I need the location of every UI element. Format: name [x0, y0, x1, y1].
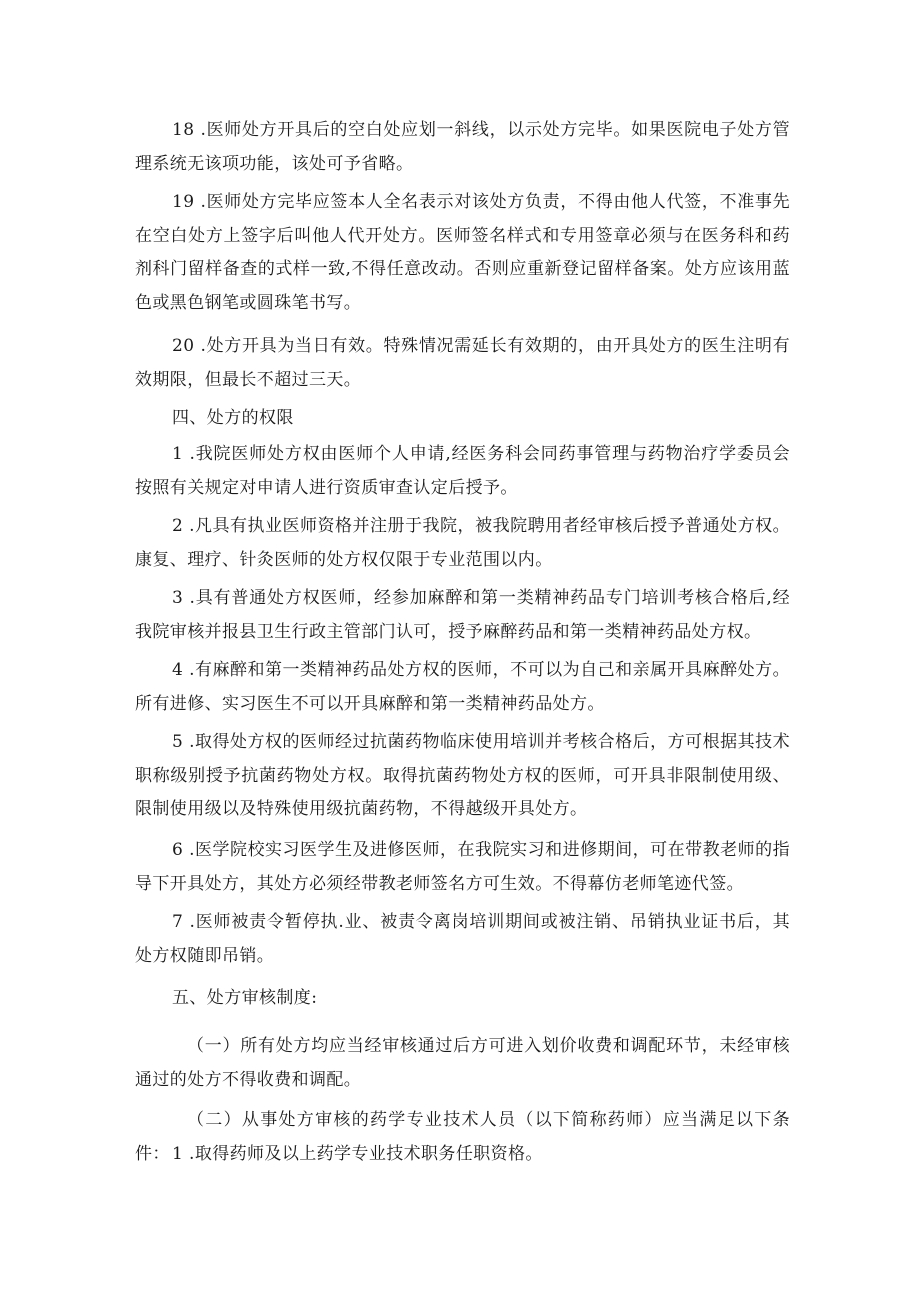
paragraph-review-1: （一）所有处方均应当经审核通过后方可进入划价收费和调配环节，未经审核通过的处方不得收费和调配。 — [135, 1036, 790, 1090]
paragraph-permission-2: 2 .凡具有执业医师资格并注册于我院，被我院聘用者经审核后授予普通处方权。康复、理疗、针灸医师的处方权仅限于专业范围以内。 — [135, 516, 790, 570]
paragraph-permission-5: 5 .取得处方权的医师经过抗菌药物临床使用培训并考核合格后，方可根据其技术职称级别授予抗菌药物处方权。取得抗菌药物处方权的医师，可开具非限制使用级、限制使用级以及特殊使用级抗菌药物，不得越级开具处方。 — [135, 732, 790, 819]
section-heading-4: 四、处方的权限 — [172, 408, 294, 428]
section-heading-5: 五、处方审核制度: — [172, 988, 318, 1008]
paragraph-item-20: 20 .处方开具为当日有效。特殊情况需延长有效期的，由开具处方的医生注明有效期限，但最长不超过三天。 — [135, 336, 790, 390]
paragraph-requirement-1: 1 .取得药师及以上药学专业技术职务任职资格。 — [172, 1144, 543, 1164]
paragraph-permission-1: 1 .我院医师处方权由医师个人申请,经医务科会同药事管理与药物治疗学委员会按照有关规定对申请人进行资质审查认定后授予。 — [135, 444, 790, 498]
paragraph-item-18: 18 .医师处方开具后的空白处应划一斜线，以示处方完毕。如果医院电子处方管理系统无该项功能，该处可予省略。 — [135, 120, 790, 174]
paragraph-review-2: （二）从事处方审核的药学专业技术人员（以下简称药师）应当满足以下条件： — [135, 1110, 790, 1164]
paragraph-permission-4: 4 .有麻醉和第一类精神药品处方权的医师，不可以为自己和亲属开具麻醉处方。所有进修、实习医生不可以开具麻醉和第一类精神药品处方。 — [135, 660, 790, 714]
paragraph-permission-7: 7 .医师被责令暂停执.业、被责令离岗培训期间或被注销、吊销执业证书后，其处方权随即吊销。 — [135, 912, 790, 966]
paragraph-permission-3: 3 .具有普通处方权医师，经参加麻醉和第一类精神药品专门培训考核合格后,经我院审核并报县卫生行政主管部门认可，授予麻醉药品和第一类精神药品处方权。 — [135, 588, 790, 642]
paragraph-permission-6: 6 .医学院校实习医学生及进修医师，在我院实习和进修期间，可在带教老师的指导下开具处方，其处方必须经带教老师签名方可生效。不得幕仿老师笔迹代签。 — [135, 840, 790, 894]
paragraph-item-19: 19 .医师处方完毕应签本人全名表示对该处方负责，不得由他人代签，不准事先在空白处方上签字后叫他人代开处方。医师签名样式和专用签章必须与在医务科和药剂科门留样备查的式样一致,不得任意改动。否则应重新登记留样备案。处方应该用蓝色或黑色钢笔或圆珠笔书写。 — [135, 192, 790, 313]
